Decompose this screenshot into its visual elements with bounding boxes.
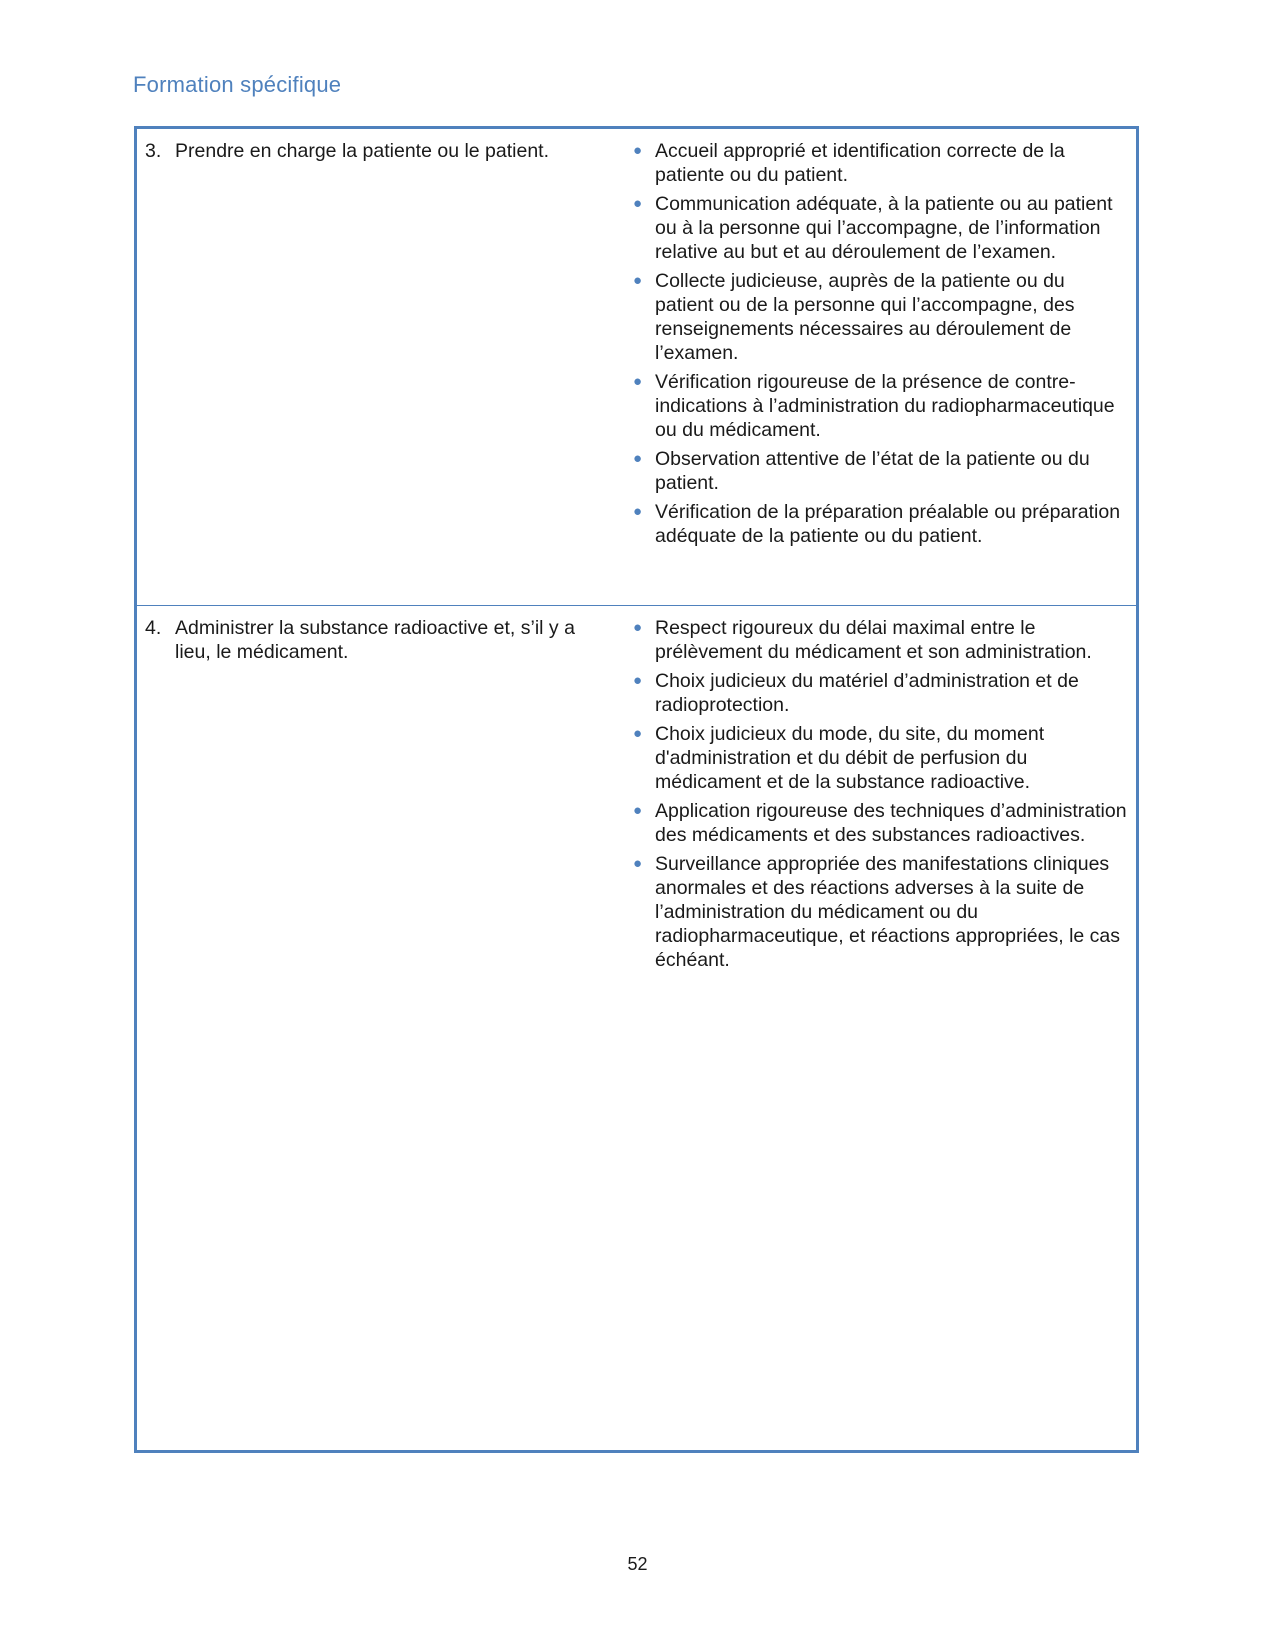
list-item	[625, 192, 1128, 264]
list-item	[625, 669, 1128, 717]
criteria-cell	[625, 606, 1136, 977]
task-number: 3.	[145, 140, 162, 162]
task-cell	[137, 129, 625, 605]
task-cell	[137, 606, 625, 977]
criterion-text: Communication adéquate, à la patiente ou au patient ou à la personne qui l’accompagne, de l’information relative au but et au déroulement de l’examen.	[655, 193, 1113, 263]
bullet-icon: ●	[633, 142, 643, 159]
list-item	[625, 852, 1128, 972]
list-item	[625, 500, 1128, 548]
criterion-text: Application rigoureuse des techniques d’administration des médicaments et des substances radioactives.	[655, 800, 1127, 846]
criterion-text: Accueil approprié et identification correcte de la patiente ou du patient.	[655, 140, 1065, 186]
criteria-cell	[625, 129, 1136, 605]
list-item	[625, 616, 1128, 664]
bullet-icon: ●	[633, 619, 643, 636]
bullet-icon: ●	[633, 672, 643, 689]
list-item	[625, 139, 1128, 187]
page-title: Formation spécifique	[133, 72, 342, 97]
table-row	[137, 606, 1136, 977]
list-item	[625, 722, 1128, 794]
criterion-text: Collecte judicieuse, auprès de la patiente ou du patient ou de la personne qui l’accompagne, des renseignements nécessaires au déroulement de l’examen.	[655, 270, 1075, 364]
table-row	[137, 129, 1136, 606]
page-number: 52	[627, 1554, 648, 1574]
competency-table	[134, 126, 1139, 1453]
bullet-icon: ●	[633, 802, 643, 819]
criteria-list	[625, 616, 1128, 972]
list-item	[625, 799, 1128, 847]
task-step	[145, 616, 625, 664]
task-label: Prendre en charge la patiente ou le patient.	[175, 140, 550, 162]
task-step	[145, 139, 625, 163]
list-item	[625, 447, 1128, 495]
criterion-text: Choix judicieux du matériel d’administration et de radioprotection.	[655, 670, 1079, 716]
criterion-text: Vérification rigoureuse de la présence de contre-indications à l’administration du radiopharmaceutique ou du médicament.	[655, 371, 1115, 441]
task-label: Administrer la substance radioactive et, s’il y a lieu, le médicament.	[175, 617, 575, 663]
criterion-text: Vérification de la préparation préalable ou préparation adéquate de la patiente ou du patient.	[655, 501, 1121, 547]
criterion-text: Choix judicieux du mode, du site, du moment d'administration et du débit de perfusion du médicament et de la substance radioactive.	[655, 723, 1045, 793]
criterion-text: Respect rigoureux du délai maximal entre le prélèvement du médicament et son administration.	[655, 617, 1092, 663]
bullet-icon: ●	[633, 725, 643, 742]
criterion-text: Observation attentive de l’état de la patiente ou du patient.	[655, 448, 1090, 494]
bullet-icon: ●	[633, 373, 643, 390]
bullet-icon: ●	[633, 272, 643, 289]
criteria-list	[625, 139, 1128, 548]
bullet-icon: ●	[633, 195, 643, 212]
bullet-icon: ●	[633, 503, 643, 520]
criterion-text: Surveillance appropriée des manifestations cliniques anormales et des réactions adverses à la suite de l’administration du médicament ou du radiopharmaceutique, et réactions appropriées, le cas échéant.	[655, 853, 1121, 971]
list-item	[625, 269, 1128, 365]
bullet-icon: ●	[633, 450, 643, 467]
bullet-icon: ●	[633, 855, 643, 872]
list-item	[625, 370, 1128, 442]
task-number: 4.	[145, 617, 162, 639]
